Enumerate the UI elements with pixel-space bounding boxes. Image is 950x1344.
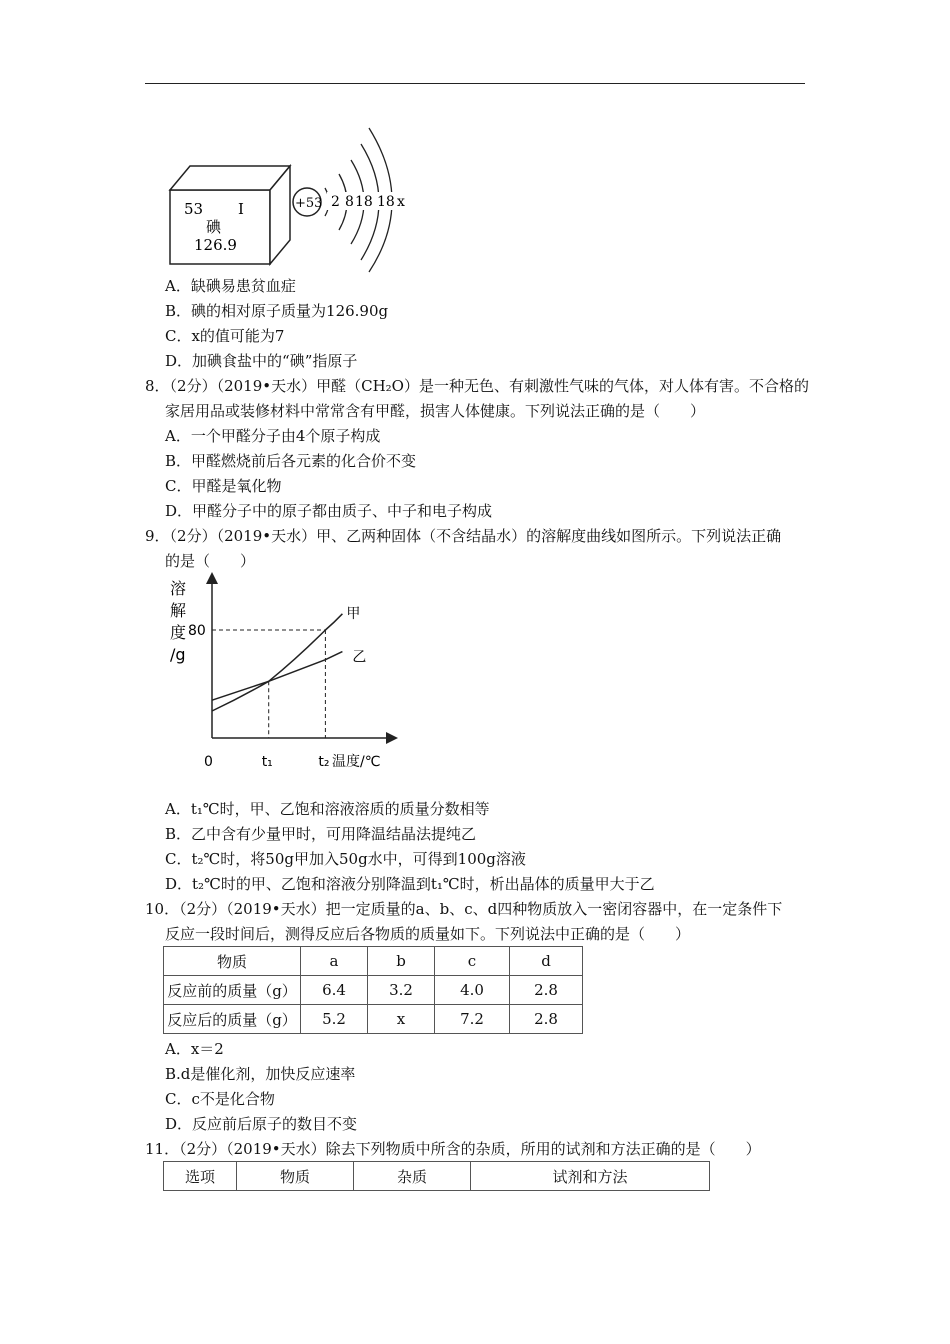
table-cell: 反应前的质量（g）: [164, 976, 301, 1005]
nucleus-charge: +53: [295, 196, 323, 211]
y-tick-label: 80: [188, 623, 206, 639]
table-header-cell: 杂质: [354, 1162, 471, 1191]
table-header-cell: 试剂和方法: [471, 1162, 710, 1191]
table-row: [164, 1005, 583, 1034]
table-header-cell: 物质: [164, 947, 301, 976]
y-axis-label-char: 度: [170, 623, 187, 642]
table-cell: 3.2: [368, 976, 435, 1005]
q10-stem-line2: 反应一段时间后，测得反应后各物质的质量如下。下列说法中正确的是（ ）: [165, 925, 691, 943]
q7-option-d: D．加碘食盐中的“碘”指原子: [165, 352, 358, 370]
q10-stem-line1: 10．（2分）（2019•天水）把一定质量的a、b、c、d四种物质放入一密闭容器中，在一定条件下: [145, 900, 783, 918]
q11-table: [163, 1161, 710, 1191]
atom-structure-diagram: [285, 120, 415, 275]
q9-stem-line2: 的是（ ）: [165, 552, 256, 570]
element-mass: 126.9: [194, 236, 237, 254]
shell-electrons-5: x: [397, 194, 405, 210]
q8-option-a: A．一个甲醛分子由4个原子构成: [165, 427, 381, 445]
solubility-chart: [160, 570, 410, 780]
table-header-cell: d: [510, 947, 583, 976]
table-cell: 2.8: [510, 1005, 583, 1034]
table-row: [164, 1162, 710, 1191]
x-tick-label: 0: [204, 754, 213, 770]
q7-option-c: C．x的值可能为7: [165, 327, 285, 345]
shell-electrons-4: 18: [377, 194, 395, 210]
x-axis-label: 温度/℃: [332, 754, 381, 770]
series-curve-yi: [212, 652, 342, 701]
table-cell: 2.8: [510, 976, 583, 1005]
table-cell: 6.4: [301, 976, 368, 1005]
q11-stem-line1: 11．（2分）（2019•天水）除去下列物质中所含的杂质，所用的试剂和方法正确的是（ ）: [145, 1140, 761, 1158]
element-number: 53: [184, 200, 204, 218]
q9-stem-line1: 9．（2分）（2019•天水）甲、乙两种固体（不含结晶水）的溶解度曲线如图所示。下列说法正确: [145, 527, 782, 545]
q9-option-d: D．t₂℃时的甲、乙饱和溶液分别降温到t₁℃时，析出晶体的质量甲大于乙: [165, 875, 655, 893]
y-axis-label-char: 溶: [170, 579, 187, 598]
table-header-cell: c: [435, 947, 510, 976]
table-cell: 5.2: [301, 1005, 368, 1034]
q7-option-b: B．碘的相对原子质量为126.90g: [165, 302, 389, 320]
table-row: [164, 976, 583, 1005]
x-tick-label: t₁: [261, 754, 273, 770]
table-cell: 反应后的质量（g）: [164, 1005, 301, 1034]
shell-electrons-1: 2: [331, 194, 340, 210]
q10-option-c: C．c不是化合物: [165, 1090, 275, 1108]
q9-option-b: B．乙中含有少量甲时，可用降温结晶法提纯乙: [165, 825, 477, 843]
q10-mass-table: [163, 946, 583, 1034]
y-axis-label-char: /g: [170, 645, 186, 664]
table-cell: x: [368, 1005, 435, 1034]
element-symbol: I: [238, 200, 244, 218]
element-name: 碘: [206, 218, 222, 236]
q8-option-d: D．甲醛分子中的原子都由质子、中子和电子构成: [165, 502, 493, 520]
q9-option-c: C．t₂℃时，将50g甲加入50g水中，可得到100g溶液: [165, 850, 526, 868]
series-label-jia: 甲: [346, 605, 361, 622]
table-cell: 4.0: [435, 976, 510, 1005]
table-header-cell: a: [301, 947, 368, 976]
q8-stem-line2: 家居用品或装修材料中常常含有甲醛，损害人体健康。下列说法正确的是（ ）: [165, 402, 706, 420]
header-rule: [145, 83, 805, 84]
series-label-yi: 乙: [352, 649, 367, 666]
q8-stem-line1: 8．（2分）（2019•天水）甲醛（CH₂O）是一种无色、有刺激性气味的气体，对人体有害。不合格的: [145, 377, 809, 395]
table-row: [164, 947, 583, 976]
table-cell: 7.2: [435, 1005, 510, 1034]
element-card-cube: [160, 160, 300, 270]
q9-option-a: A．t₁℃时，甲、乙饱和溶液溶质的质量分数相等: [165, 800, 490, 818]
q10-option-b: B.d是催化剂，加快反应速率: [165, 1065, 356, 1083]
table-header-cell: 选项: [164, 1162, 237, 1191]
y-axis-label-char: 解: [170, 601, 187, 620]
shell-electrons-2: 8: [345, 194, 354, 210]
table-header-cell: 物质: [237, 1162, 354, 1191]
shell-electrons-3: 18: [355, 194, 373, 210]
q10-option-a: A．x＝2: [165, 1040, 224, 1058]
q7-option-a: A．缺碘易患贫血症: [165, 277, 296, 295]
q8-option-c: C．甲醛是氧化物: [165, 477, 282, 495]
q8-option-b: B．甲醛燃烧前后各元素的化合价不变: [165, 452, 417, 470]
q10-option-d: D．反应前后原子的数目不变: [165, 1115, 358, 1133]
table-header-cell: b: [368, 947, 435, 976]
series-curve-jia: [212, 614, 342, 711]
x-tick-label: t₂: [318, 754, 330, 770]
